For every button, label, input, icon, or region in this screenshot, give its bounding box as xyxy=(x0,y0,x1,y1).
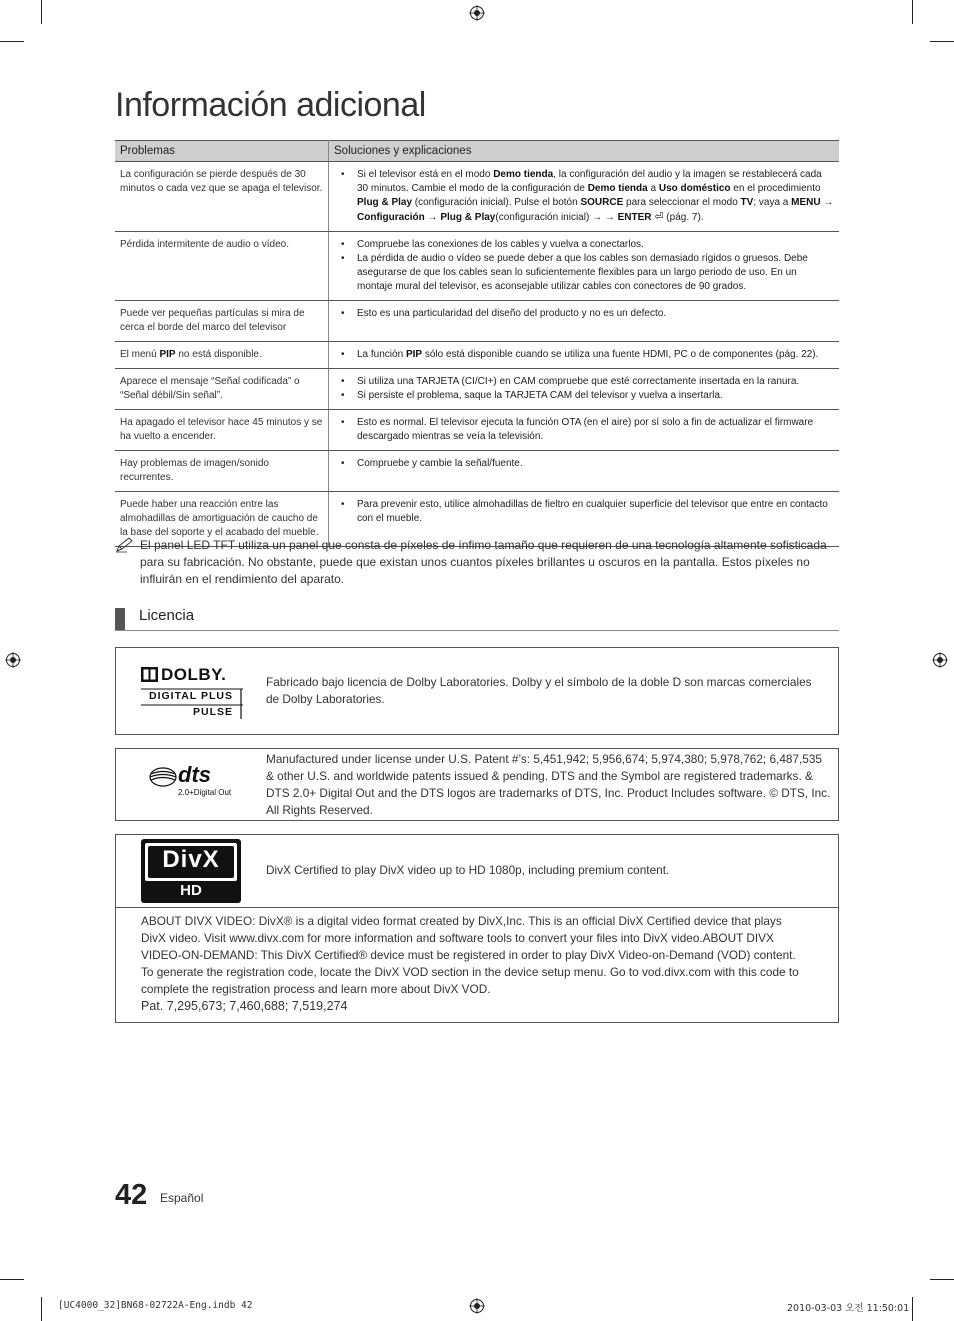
divx-logo-text: DivX xyxy=(162,846,220,873)
solution-list xyxy=(339,457,834,471)
problem-cell: Pérdida intermitente de audio o vídeo. xyxy=(115,232,329,301)
column-header-problems: Problemas xyxy=(115,141,329,162)
dolby-license-box xyxy=(115,647,839,735)
problem-cell: Puede haber una reacción entre las almohadillas de amortiguación de caucho de la base del soporte y el acabado del mueble. xyxy=(115,492,329,547)
solution-cell xyxy=(329,451,840,492)
solution-item: • Esto es normal. El televisor ejecuta la función OTA (en el aire) por sí solo a fin de actualizar el firmware descargado mientras se veía la televisión. xyxy=(357,416,834,444)
solution-item: • Si persiste el problema, saque la TARJETA CAM del televisor y vuelva a insertarla. xyxy=(357,389,834,403)
problem-cell: Hay problemas de imagen/sonido recurrentes. xyxy=(115,451,329,492)
slug-file: [UC4000_32]BN68-02722A-Eng.indb 42 xyxy=(58,1300,253,1311)
solution-item: • Si el televisor está en el modo Demo tienda, la configuración del audio y la imagen se restablecerá cada 30 minutos. Cambie el modo de la configuración de Demo tienda a Uso doméstico en el procedimiento Plug & Play (configuración inicial). Pulse el botón SOURCE para seleccionar el modo TV; vaya a MENU → Configuración → Plug & Play(configuración inicial) → → ENTER ⏎ (pág. 7). xyxy=(357,168,834,225)
dolby-license-text: Fabricado bajo licencia de Dolby Laboratories. Dolby y el símbolo de la doble D son marcas comerciales de Dolby Laboratories. xyxy=(266,675,812,706)
registration-mark-icon xyxy=(469,5,485,21)
dolby-logo-text: DOLBY. xyxy=(161,665,227,684)
page-number: 42 xyxy=(115,1179,148,1211)
registration-mark-icon xyxy=(5,652,21,668)
problem-cell: La configuración se pierde después de 30 minutos o cada vez que se apaga el televisor. xyxy=(115,162,329,232)
solution-item: • La función PIP sólo está disponible cuando se utiliza una fuente HDMI, PC o de componentes (pág. 22). xyxy=(357,348,834,362)
solution-list xyxy=(339,168,834,225)
solution-item: • Compruebe y cambie la señal/fuente. xyxy=(357,457,834,471)
solution-item: • Si utiliza una TARJETA (CI/CI+) en CAM compruebe que esté correctamente insertada en la ranura. xyxy=(357,375,834,389)
section-heading-label: Licencia xyxy=(139,607,195,624)
registration-mark-icon xyxy=(469,1298,485,1314)
registration-mark-icon xyxy=(932,652,948,668)
solution-item: • La pérdida de audio o vídeo se puede deber a que los cables son demasiado rígidos o gruesos. Debe asegurarse de que los cables sean lo suficientemente flexibles para un largo periodo de uso. En un montaje mural del televisor, es aconsejable utilizar cables con conectores de 90 grados. xyxy=(357,252,834,294)
table-row xyxy=(115,342,839,369)
crop-mark xyxy=(0,41,24,42)
divx-license-box xyxy=(115,834,839,1023)
column-header-solutions: Soluciones y explicaciones xyxy=(329,141,840,162)
crop-mark xyxy=(0,1279,24,1280)
page-language: Español xyxy=(160,1191,204,1205)
crop-mark xyxy=(930,41,954,42)
table-row xyxy=(115,162,839,232)
solution-list xyxy=(339,416,834,444)
divx-logo xyxy=(141,839,241,903)
crop-mark xyxy=(930,1279,954,1280)
slug-date: 2010-03-03 오전 11:50:01 xyxy=(787,1303,910,1314)
problem-cell: Puede ver pequeñas partículas si mira de cerca el borde del marco del televisor xyxy=(115,301,329,342)
table-row xyxy=(115,410,839,451)
troubleshooting-table xyxy=(115,140,839,547)
table-body xyxy=(115,162,839,547)
crop-mark xyxy=(41,1297,42,1321)
solution-cell xyxy=(329,162,840,232)
problem-cell: Ha apagado el televisor hace 45 minutos y se ha vuelto a encender. xyxy=(115,410,329,451)
divx-about-text: ABOUT DIVX VIDEO: DivX® is a digital video format created by DivX,Inc. This is an official DivX Certified device that plays DivX video. Visit www.divx.com for more information and software tools to convert your files into DivX video.ABOUT DIVX VIDEO-ON-DEMAND: This DivX Certified® device must be registered in order to play DivX Video-on-Demand (VOD) content. To generate the registration code, locate the DivX VOD section in the device setup menu. Go to vod.divx.com with this code to complete the registration process and learn more about DivX VOD. xyxy=(141,914,799,996)
crop-mark xyxy=(912,0,913,24)
solution-cell xyxy=(329,410,840,451)
pencil-note-icon xyxy=(115,537,135,553)
dolby-logo-line3: PULSE xyxy=(193,706,234,718)
solution-list xyxy=(339,307,834,321)
solution-item: • Compruebe las conexiones de los cables y vuelva a conectarlos. xyxy=(357,238,834,252)
dts-license-text: Manufactured under license under U.S. Patent #’s: 5,451,942; 5,956,674; 5,974,380; 5,978,762; 6,487,535 & other U.S. and worldwide patents issued & pending. DTS and the Symbol are registered trademarks. & DTS 2.0+ Digital Out and the DTS logos are trademarks of DTS, Inc. Product Includes software. © DTS, Inc. All Rights Reserved. xyxy=(266,752,831,817)
enter-icon: ⏎ xyxy=(654,211,664,223)
dolby-logo xyxy=(141,665,243,720)
solution-list xyxy=(339,375,834,403)
solution-cell xyxy=(329,369,840,410)
table-row xyxy=(115,451,839,492)
divx-patents: Pat. 7,295,673; 7,460,688; 7,519,274 xyxy=(141,999,348,1013)
divider xyxy=(116,907,838,908)
divx-logo-sub: HD xyxy=(180,882,202,899)
dts-logo-text: dts xyxy=(178,762,211,787)
table-row xyxy=(115,369,839,410)
solution-item: • Esto es una particularidad del diseño del producto y no es un defecto. xyxy=(357,307,834,321)
solution-item: • Para prevenir esto, utilice almohadillas de fieltro en cualquier superficie del televisor que entre en contacto con el mueble. xyxy=(357,498,834,526)
problem-cell: Aparece el mensaje “Señal codificada” o “Señal débil/Sin señal”. xyxy=(115,369,329,410)
solution-list xyxy=(339,348,834,362)
solution-list xyxy=(339,238,834,294)
dts-logo xyxy=(148,764,243,804)
divx-license-text: DivX Certified to play DivX video up to HD 1080p, including premium content. xyxy=(266,863,670,877)
solution-list xyxy=(339,498,834,526)
table-header-row xyxy=(115,141,839,162)
dts-license-box xyxy=(115,748,839,821)
solution-cell xyxy=(329,301,840,342)
problem-cell: El menú PIP no está disponible. xyxy=(115,342,329,369)
table-row xyxy=(115,232,839,301)
section-heading-license xyxy=(115,605,839,631)
table-row xyxy=(115,301,839,342)
solution-cell xyxy=(329,342,840,369)
note xyxy=(115,537,839,588)
solution-cell xyxy=(329,232,840,301)
dts-logo-sub: 2.0+Digital Out xyxy=(178,788,232,797)
note-text: El panel LED TFT utiliza un panel que consta de píxeles de ínfimo tamaño que requieren de una tecnología altamente sofisticada para su fabricación. No obstante, puede que existan unos cuantos píxeles brillantes u oscuros en la pantalla. Estos píxeles no influirán en el rendimiento del aparato. xyxy=(140,538,827,586)
dolby-logo-line2: DIGITAL PLUS xyxy=(149,690,233,702)
crop-mark xyxy=(41,0,42,24)
crop-mark xyxy=(912,1297,913,1321)
section-bar xyxy=(115,608,125,630)
page-title: Información adicional xyxy=(115,86,426,124)
